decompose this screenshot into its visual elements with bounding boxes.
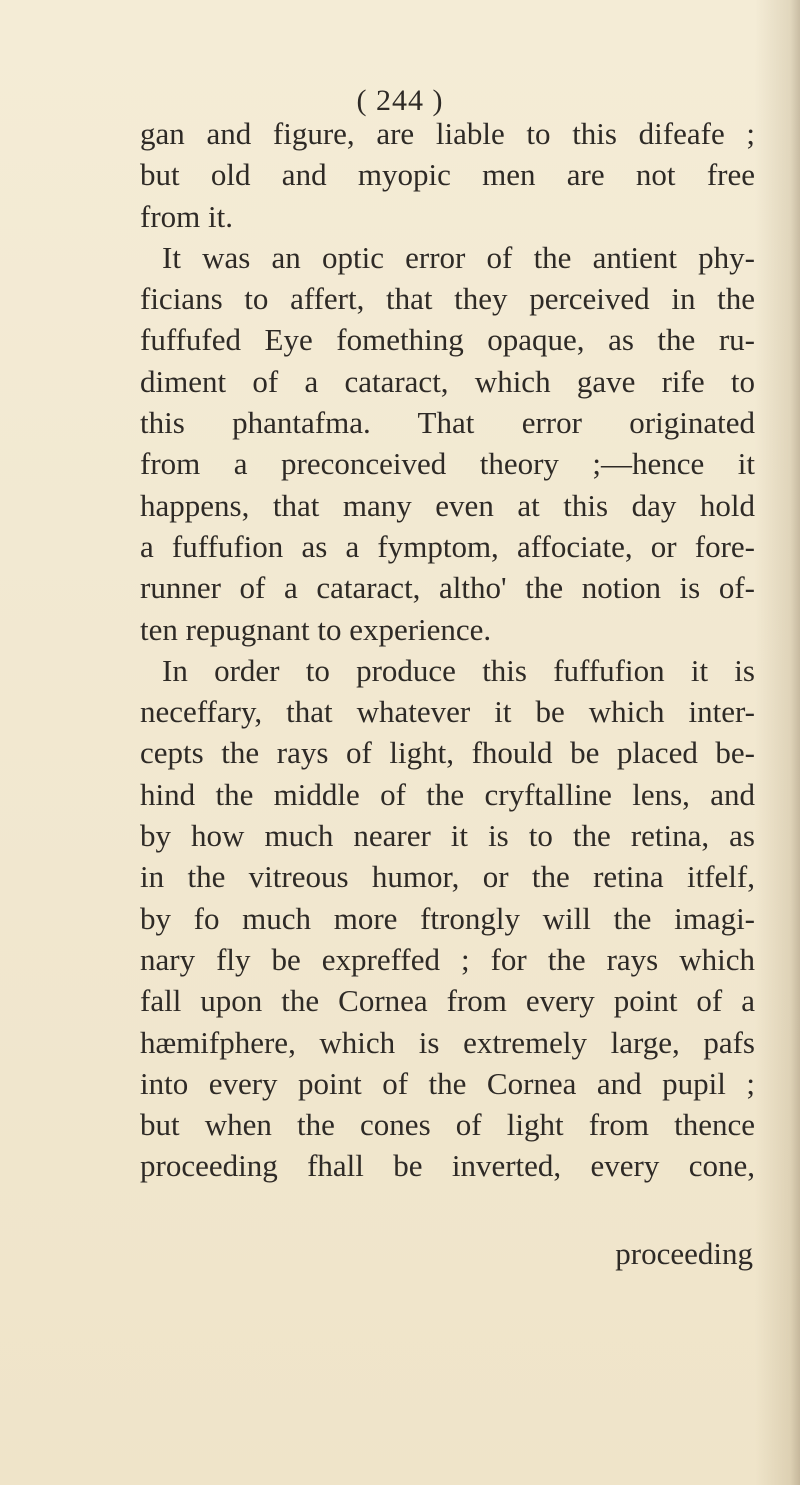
paragraph-start-line: It was an optic error of the antient phy- [162,239,755,275]
text-line: by how much nearer it is to the retina, as [140,818,755,854]
text-line: ficians to affert, that they perceived in the [140,281,755,317]
text-line: gan and figure, are liable to this difeafe ; [140,116,755,151]
text-line: diment of a cataract, which gave rife to [140,363,755,399]
text-line: from it. [140,198,233,234]
text-line: ten repugnant to experience. [140,611,492,647]
text-line: into every point of the Cornea and pupil ; [140,1065,755,1101]
text-line: proceeding fhall be inverted, every cone, [140,1148,755,1184]
text-line: from a preconceived theory ;—hence it [140,446,755,482]
catchword: proceeding [615,1236,753,1271]
text-line: hæmifphere, which is extremely large, pafs [140,1024,755,1060]
text-line: cepts the rays of light, fhould be placed be- [140,735,755,771]
text-line: fall upon the Cornea from every point of a [140,983,755,1019]
body-text [140,113,755,1187]
text-line: in the vitreous humor, or the retina itfelf, [140,859,755,895]
paragraph-start-line: In order to produce this fuffufion it is [162,652,755,688]
text-line: fuffufed Eye fomething opaque, as the ru- [140,322,755,358]
text-line: neceffary, that whatever it be which inter- [140,694,755,730]
page-number: ( 244 ) [356,84,444,117]
text-line: this phantafma. That error originated [140,405,755,441]
text-line: nary fly be expreffed ; for the rays which [140,941,755,977]
text-line: a fuffufion as a fymptom, affociate, or fore- [140,528,755,564]
text-line: hind the middle of the cryftalline lens, and [140,776,755,812]
text-line: runner of a cataract, altho' the notion is of- [140,570,755,606]
text-line: by fo much more ftrongly will the imagi- [140,900,755,936]
text-line: but old and myopic men are not free [140,157,755,193]
text-line: but when the cones of light from thence [140,1107,755,1143]
text-line: happens, that many even at this day hold [140,487,755,523]
